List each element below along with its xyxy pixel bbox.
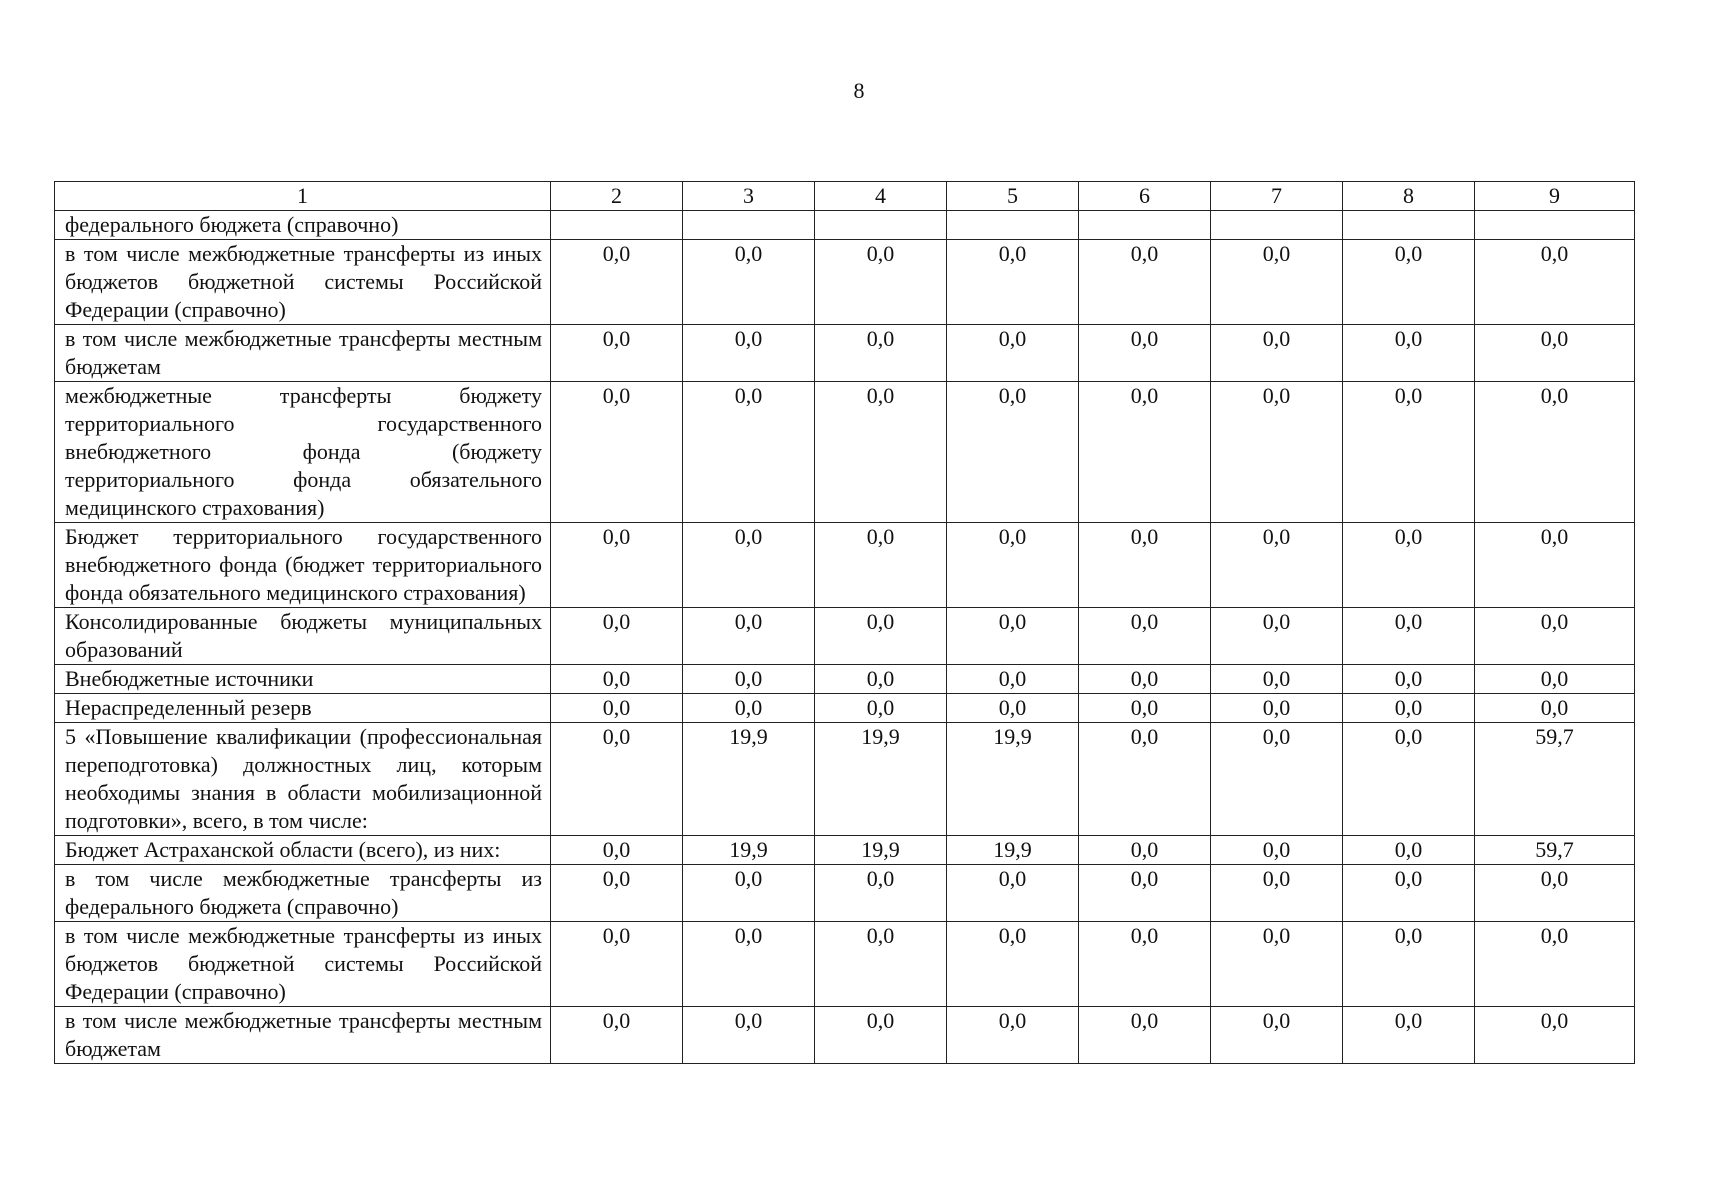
row-value-col-8: 0,0	[1343, 865, 1475, 922]
row-value-col-2: 0,0	[551, 382, 683, 523]
row-value-col-9: 0,0	[1475, 922, 1635, 1007]
row-label: Бюджет Астраханской области (всего), из них:	[55, 836, 551, 865]
header-col-2: 2	[551, 182, 683, 211]
row-value-col-4: 0,0	[815, 922, 947, 1007]
row-value-col-3: 0,0	[683, 523, 815, 608]
row-value-col-8: 0,0	[1343, 240, 1475, 325]
row-value-col-9: 59,7	[1475, 723, 1635, 836]
row-value-col-7: 0,0	[1211, 922, 1343, 1007]
row-value-col-5: 0,0	[947, 325, 1079, 382]
row-value-col-8: 0,0	[1343, 523, 1475, 608]
row-value-col-3: 0,0	[683, 1007, 815, 1064]
row-value-col-2: 0,0	[551, 836, 683, 865]
table-row	[55, 836, 1635, 865]
row-value-col-7: 0,0	[1211, 865, 1343, 922]
header-col-5: 5	[947, 182, 1079, 211]
table-row	[55, 922, 1635, 1007]
row-value-col-6: 0,0	[1079, 523, 1211, 608]
row-value-col-9: 0,0	[1475, 325, 1635, 382]
table-row	[55, 211, 1635, 240]
row-value-col-7: 0,0	[1211, 836, 1343, 865]
row-value-col-3: 19,9	[683, 723, 815, 836]
row-label: в том числе межбюджетные трансферты местным бюджетам	[55, 1007, 551, 1064]
row-value-col-3: 0,0	[683, 865, 815, 922]
row-value-col-8: 0,0	[1343, 1007, 1475, 1064]
row-value-col-9: 0,0	[1475, 865, 1635, 922]
row-label: Бюджет территориального государственного внебюджетного фонда (бюджет территориального фонда обязательного медицинского страхования)	[55, 523, 551, 608]
row-value-col-4: 19,9	[815, 723, 947, 836]
header-col-4: 4	[815, 182, 947, 211]
row-value-col-3: 0,0	[683, 694, 815, 723]
row-value-col-9: 0,0	[1475, 1007, 1635, 1064]
row-value-col-6: 0,0	[1079, 665, 1211, 694]
row-value-col-6: 0,0	[1079, 836, 1211, 865]
row-value-col-8: 0,0	[1343, 608, 1475, 665]
budget-table	[54, 181, 1635, 1064]
row-value-col-5: 0,0	[947, 865, 1079, 922]
row-value-col-5: 0,0	[947, 1007, 1079, 1064]
row-label: в том числе межбюджетные трансферты из иных бюджетов бюджетной системы Российской Федерации (справочно)	[55, 922, 551, 1007]
row-value-col-4	[815, 211, 947, 240]
row-value-col-3: 0,0	[683, 240, 815, 325]
row-value-col-5	[947, 211, 1079, 240]
row-value-col-8: 0,0	[1343, 723, 1475, 836]
row-value-col-6: 0,0	[1079, 608, 1211, 665]
row-value-col-6: 0,0	[1079, 723, 1211, 836]
row-value-col-8: 0,0	[1343, 836, 1475, 865]
row-value-col-3	[683, 211, 815, 240]
row-value-col-3: 0,0	[683, 325, 815, 382]
table-row	[55, 325, 1635, 382]
row-value-col-7: 0,0	[1211, 240, 1343, 325]
row-value-col-2: 0,0	[551, 723, 683, 836]
row-value-col-7: 0,0	[1211, 523, 1343, 608]
row-value-col-7: 0,0	[1211, 608, 1343, 665]
table-row	[55, 1007, 1635, 1064]
row-label: Внебюджетные источники	[55, 665, 551, 694]
table-header-row	[55, 182, 1635, 211]
table-row	[55, 608, 1635, 665]
row-value-col-8: 0,0	[1343, 665, 1475, 694]
row-value-col-2: 0,0	[551, 240, 683, 325]
budget-table-container	[54, 181, 1634, 1064]
row-value-col-9: 0,0	[1475, 382, 1635, 523]
row-value-col-8: 0,0	[1343, 325, 1475, 382]
header-col-9: 9	[1475, 182, 1635, 211]
row-value-col-4: 0,0	[815, 608, 947, 665]
row-value-col-9: 0,0	[1475, 608, 1635, 665]
row-value-col-2: 0,0	[551, 922, 683, 1007]
header-col-3: 3	[683, 182, 815, 211]
row-value-col-9: 0,0	[1475, 694, 1635, 723]
row-value-col-7: 0,0	[1211, 694, 1343, 723]
row-value-col-5: 0,0	[947, 922, 1079, 1007]
row-value-col-8: 0,0	[1343, 694, 1475, 723]
row-value-col-6: 0,0	[1079, 865, 1211, 922]
row-value-col-4: 0,0	[815, 240, 947, 325]
table-row	[55, 865, 1635, 922]
row-value-col-2: 0,0	[551, 523, 683, 608]
row-value-col-7: 0,0	[1211, 1007, 1343, 1064]
row-value-col-6: 0,0	[1079, 240, 1211, 325]
row-value-col-3: 0,0	[683, 382, 815, 523]
row-value-col-7: 0,0	[1211, 665, 1343, 694]
row-label: в том числе межбюджетные трансферты местным бюджетам	[55, 325, 551, 382]
row-value-col-6	[1079, 211, 1211, 240]
row-value-col-4: 0,0	[815, 382, 947, 523]
row-value-col-6: 0,0	[1079, 1007, 1211, 1064]
row-value-col-6: 0,0	[1079, 694, 1211, 723]
row-value-col-2: 0,0	[551, 608, 683, 665]
row-value-col-5: 0,0	[947, 523, 1079, 608]
row-value-col-7: 0,0	[1211, 723, 1343, 836]
row-value-col-5: 0,0	[947, 382, 1079, 523]
row-value-col-3: 19,9	[683, 836, 815, 865]
row-label: Консолидированные бюджеты муниципальных образований	[55, 608, 551, 665]
table-row	[55, 694, 1635, 723]
row-value-col-9: 0,0	[1475, 523, 1635, 608]
row-value-col-7: 0,0	[1211, 325, 1343, 382]
row-value-col-4: 19,9	[815, 836, 947, 865]
row-label: федерального бюджета (справочно)	[55, 211, 551, 240]
row-value-col-6: 0,0	[1079, 325, 1211, 382]
header-col-7: 7	[1211, 182, 1343, 211]
row-value-col-3: 0,0	[683, 665, 815, 694]
table-row	[55, 665, 1635, 694]
row-value-col-4: 0,0	[815, 523, 947, 608]
row-value-col-5: 0,0	[947, 665, 1079, 694]
row-label: в том числе межбюджетные трансферты из иных бюджетов бюджетной системы Российской Федерации (справочно)	[55, 240, 551, 325]
table-row	[55, 723, 1635, 836]
row-value-col-3: 0,0	[683, 922, 815, 1007]
header-col-1: 1	[55, 182, 551, 211]
row-value-col-7	[1211, 211, 1343, 240]
row-label: межбюджетные трансферты бюджету территориального государственного внебюджетного фонда (бюджету территориального фонда обязательного медицинского страхования)	[55, 382, 551, 523]
row-value-col-2: 0,0	[551, 325, 683, 382]
row-value-col-2: 0,0	[551, 665, 683, 694]
row-value-col-8: 0,0	[1343, 382, 1475, 523]
row-value-col-4: 0,0	[815, 865, 947, 922]
row-value-col-8	[1343, 211, 1475, 240]
row-value-col-5: 19,9	[947, 836, 1079, 865]
table-row	[55, 382, 1635, 523]
header-col-6: 6	[1079, 182, 1211, 211]
row-value-col-5: 19,9	[947, 723, 1079, 836]
table-row	[55, 523, 1635, 608]
row-value-col-7: 0,0	[1211, 382, 1343, 523]
row-value-col-2: 0,0	[551, 1007, 683, 1064]
row-value-col-4: 0,0	[815, 694, 947, 723]
row-label: 5 «Повышение квалификации (профессиональная переподготовка) должностных лиц, которым необходимы знания в области мобилизационной подготовки», всего, в том числе:	[55, 723, 551, 836]
row-value-col-9: 0,0	[1475, 240, 1635, 325]
row-value-col-5: 0,0	[947, 694, 1079, 723]
table-row	[55, 240, 1635, 325]
row-value-col-6: 0,0	[1079, 922, 1211, 1007]
row-label: в том числе межбюджетные трансферты из федерального бюджета (справочно)	[55, 865, 551, 922]
row-label: Нераспределенный резерв	[55, 694, 551, 723]
row-value-col-4: 0,0	[815, 1007, 947, 1064]
header-col-8: 8	[1343, 182, 1475, 211]
row-value-col-4: 0,0	[815, 325, 947, 382]
row-value-col-6: 0,0	[1079, 382, 1211, 523]
page-number: 8	[853, 78, 865, 103]
row-value-col-2	[551, 211, 683, 240]
row-value-col-9: 59,7	[1475, 836, 1635, 865]
row-value-col-8: 0,0	[1343, 922, 1475, 1007]
row-value-col-3: 0,0	[683, 608, 815, 665]
row-value-col-2: 0,0	[551, 865, 683, 922]
row-value-col-4: 0,0	[815, 665, 947, 694]
row-value-col-5: 0,0	[947, 240, 1079, 325]
row-value-col-2: 0,0	[551, 694, 683, 723]
row-value-col-9	[1475, 211, 1635, 240]
row-value-col-5: 0,0	[947, 608, 1079, 665]
table-body	[55, 211, 1635, 1064]
row-value-col-9: 0,0	[1475, 665, 1635, 694]
